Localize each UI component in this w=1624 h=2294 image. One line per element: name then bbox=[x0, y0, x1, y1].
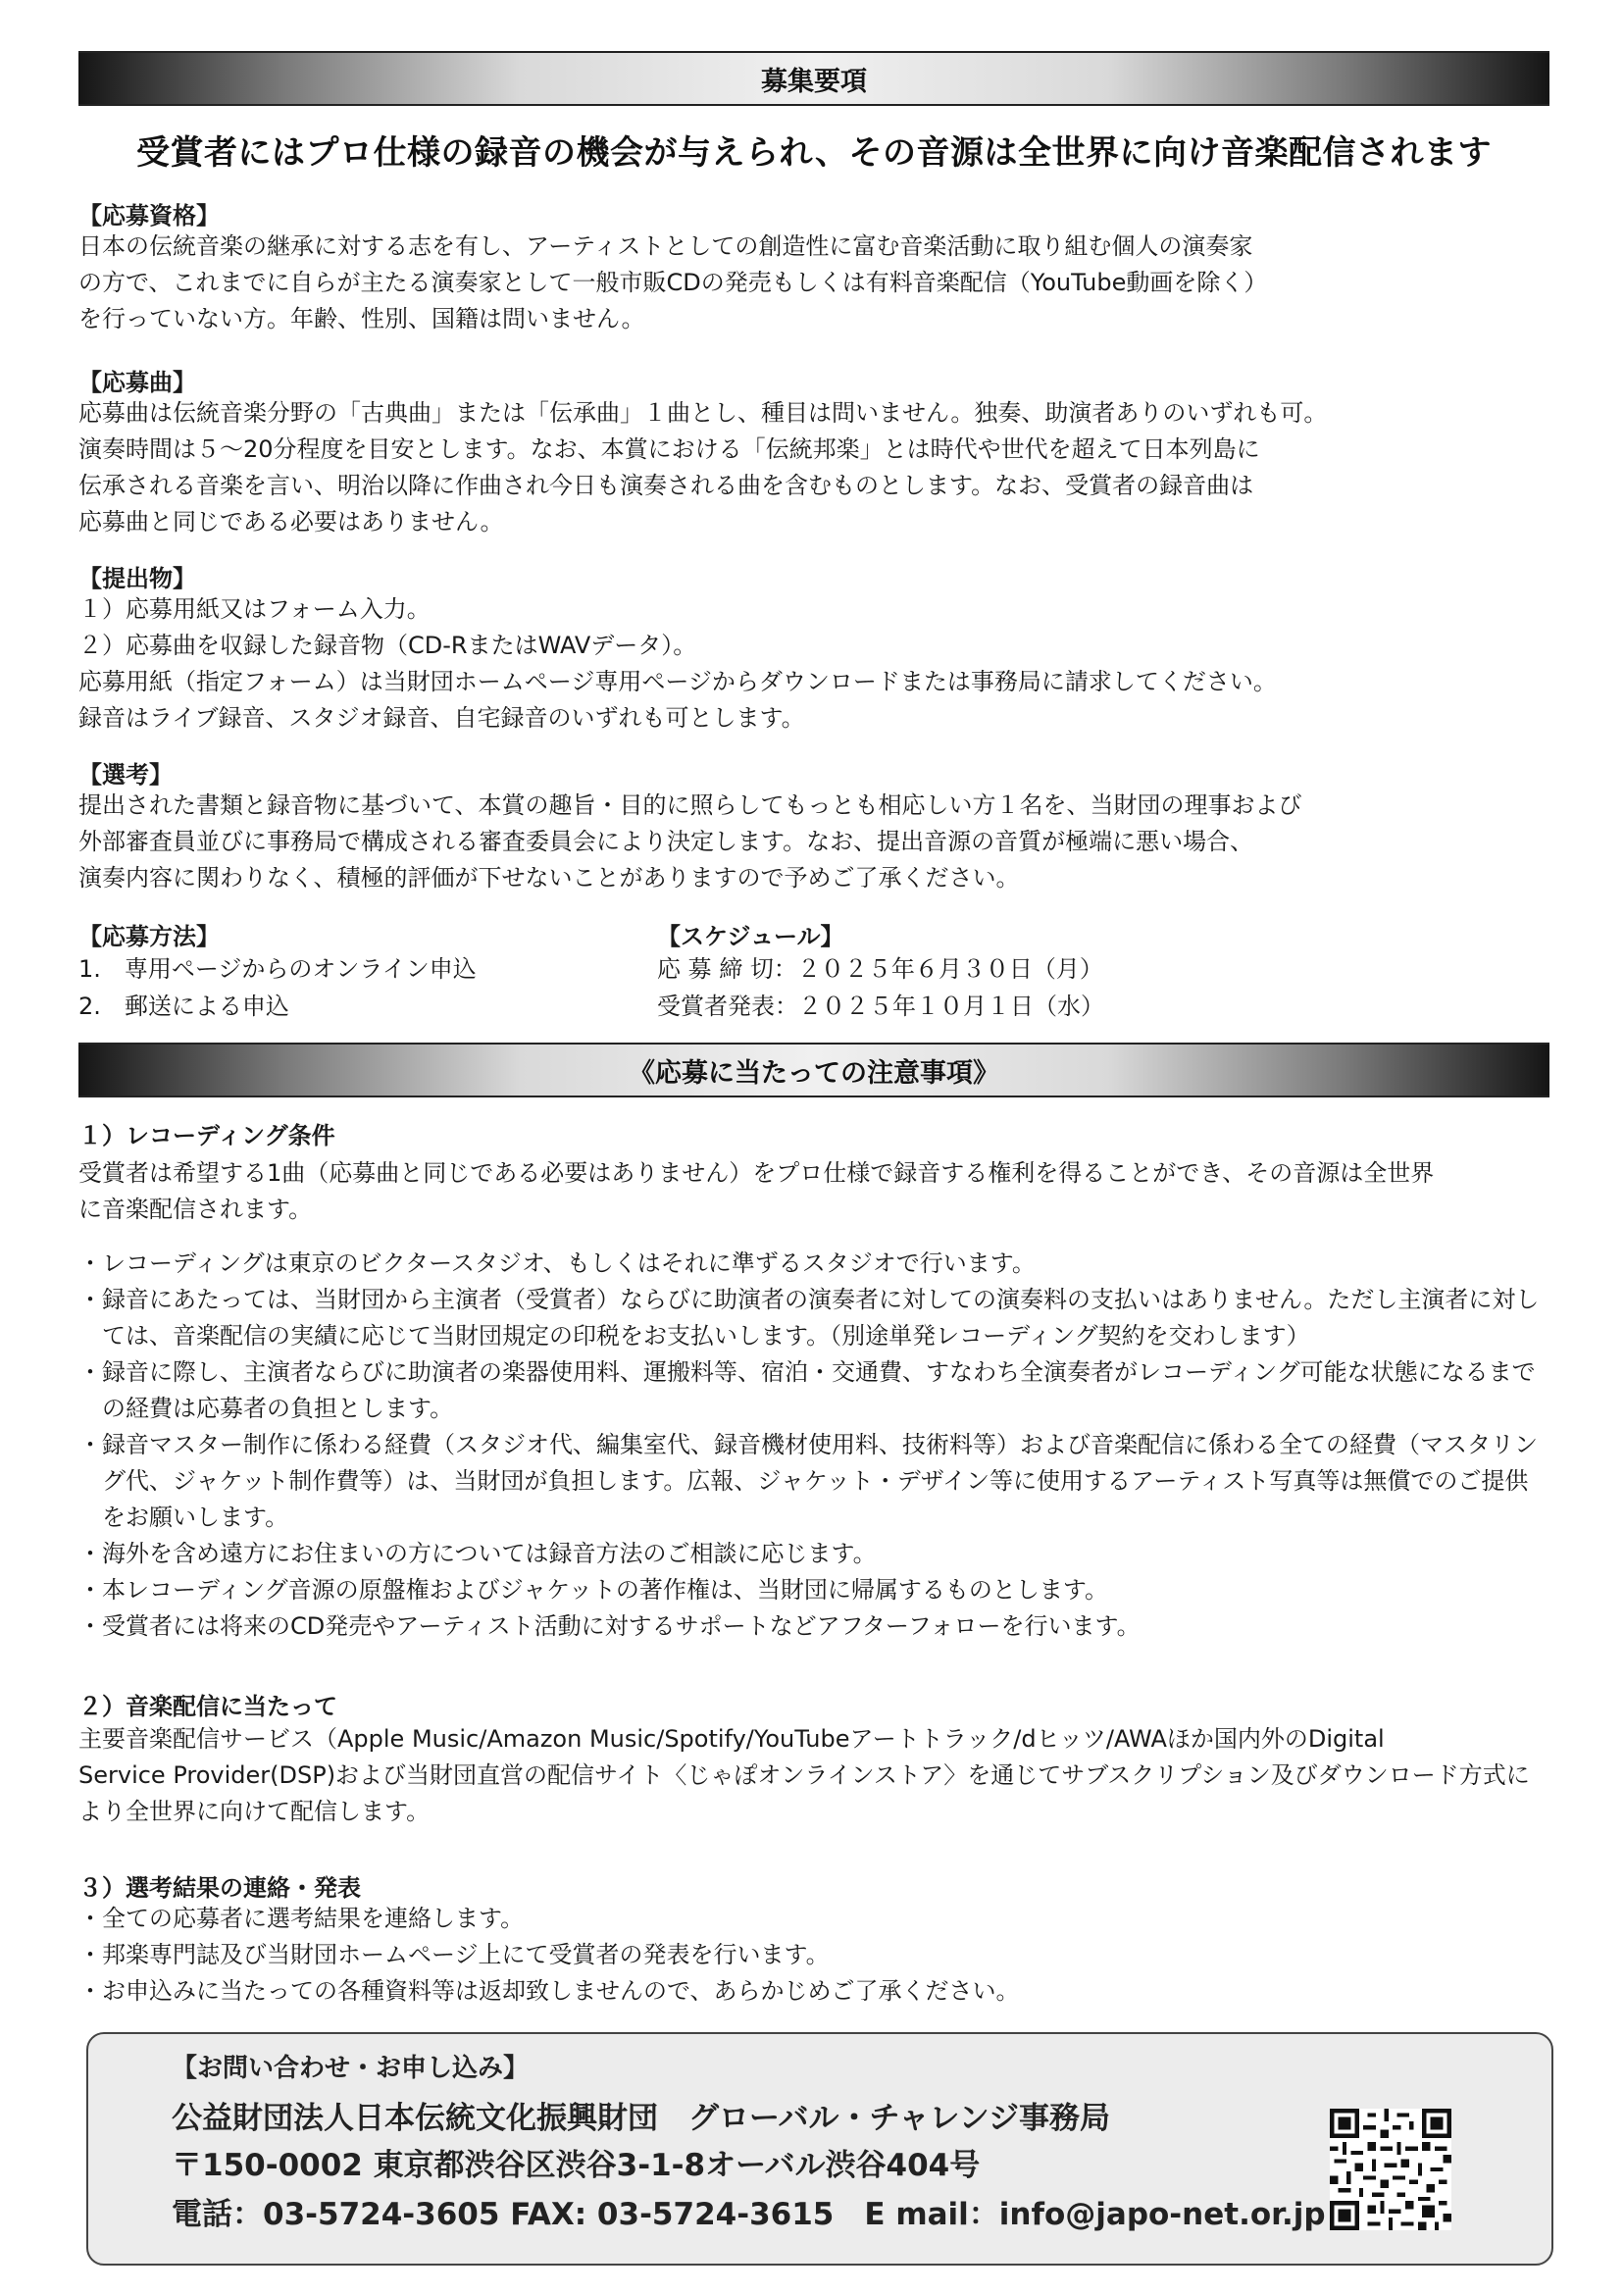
list-item: ・お申込みに当たっての各種資料等は返却致しませんので、あらかじめご了承ください。 bbox=[78, 1977, 1020, 2005]
notes-title-bar bbox=[78, 1043, 1549, 1097]
piece-text: 応募曲は伝統音楽分野の「古典曲」または「伝承曲」１曲とし、種目は問いません。独奏、助演者ありのいずれも可。 演奏時間は５～20分程度を目安とします。なお、本賞における「伝統邦楽」とは時代や世代を超えて日本列島に 伝承される音楽を言い、明治以降に作曲され今日も演奏される曲を含むものとします。なお、受賞者の録音曲は 応募曲と同じである必要はありません。 bbox=[78, 399, 1328, 535]
list-item: ・全ての応募者に選考結果を連絡します。 bbox=[78, 1905, 525, 1932]
selection-label: 【選考】 bbox=[78, 761, 173, 789]
contact-phone: 電話：03-5724-3605 FAX: 03-5724-3615 E mail：info@japo-net.or.jp bbox=[172, 2197, 1326, 2232]
eligibility-text: 日本の伝統音楽の継承に対する志を有し、アーティストとしての創造性に富む音楽活動に取り組む個人の演奏家 の方で、これまでに自らが主たる演奏家として一般市販CDの発売もしくは有料音楽配信（YouTube動画を除く） を行っていない方。年齢、性別、国籍は問いません。 bbox=[78, 232, 1268, 332]
submission-label: 【提出物】 bbox=[78, 565, 196, 592]
contact-address: 〒150-0002 東京都渋谷区渋谷3-1-8オーバル渋谷404号 bbox=[172, 2148, 981, 2183]
list-item: 受賞者発表：２０２５年１０月１日（水） bbox=[657, 993, 1104, 1020]
list-item: 2. 郵送による申込 bbox=[78, 993, 289, 1020]
distribution-text: 主要音楽配信サービス（Apple Music/Amazon Music/Spotify/YouTubeアートトラック/dヒッツ/AWAほか国内外のDigital Service Provider(DSP)および当財団直営の配信サイト〈じゃぽオンラインストア〉を通じてサブスクリプション及びダウンロード方式に より全世界に向けて配信します。 bbox=[78, 1725, 1530, 1825]
contact-label: 【お問い合わせ・お申し込み】 bbox=[172, 2054, 530, 2083]
qr-code-icon[interactable] bbox=[1330, 2109, 1451, 2230]
recording-intro: 受賞者は希望する1曲（応募曲と同じである必要はありません）をプロ仕様で録音する権利を得ることができ、その音源は全世界 に音楽配信されます。 bbox=[78, 1159, 1435, 1223]
method-list bbox=[78, 950, 477, 1025]
submission-text: １）応募用紙又はフォーム入力。 ２）応募曲を収録した録音物（CD-RまたはWAVデータ）。 応募用紙（指定フォーム）は当財団ホームページ専用ページからダウンロードまたは事務局に請求してください。 録音はライブ録音、スタジオ録音、自宅録音のいずれも可とします。 bbox=[78, 595, 1277, 732]
list-item: ・本レコーディング音源の原盤権およびジャケットの著作権は、当財団に帰属するものとします。 bbox=[78, 1576, 1108, 1604]
list-item: ・録音にあたっては、当財団から主演者（受賞者）ならびに助演者の演奏者に対しての演奏料の支払いはありません。ただし主演者に対しては、音楽配信の実績に応じて当財団規定の印税をお支払いします。（別途単発レコーディング契約を交わします） bbox=[78, 1286, 1540, 1350]
schedule-label: 【スケジュール】 bbox=[657, 923, 844, 950]
list-item: ・海外を含め遠方にお住まいの方については録音方法のご相談に応じます。 bbox=[78, 1540, 877, 1567]
list-item: ・受賞者には将来のCD発売やアーティスト活動に対するサポートなどアフターフォローを行います。 bbox=[78, 1612, 1141, 1640]
headline: 受賞者にはプロ仕様の録音の機会が与えられ、その音源は全世界に向け音楽配信されます bbox=[135, 133, 1493, 173]
selection-text: 提出された書類と録音物に基づいて、本賞の趣旨・目的に照らしてもっとも相応しい方１名を、当財団の理事および 外部審査員並びに事務局で構成される審査委員会により決定します。なお、提出音源の音質が極端に悪い場合、 演奏内容に関わりなく、積極的評価が下せないことがありますので予めご了承ください。 bbox=[78, 791, 1302, 892]
list-item: ・録音に際し、主演者ならびに助演者の楽器使用料、運搬料等、宿泊・交通費、すなわち全演奏者がレコーディング可能な状態になるまでの経費は応募者の負担とします。 bbox=[78, 1358, 1536, 1422]
distribution-heading: ２）音楽配信に当たって bbox=[78, 1693, 337, 1720]
list-item: ・録音マスター制作に係わる経費（スタジオ代、編集室代、録音機材使用料、技術料等）および音楽配信に係わる全ての経費（マスタリング代、ジャケット制作費等）は、当財団が負担します。広報、ジャケット・デザイン等に使用するアーティスト写真等は無償でのご提供をお願いします。 bbox=[78, 1431, 1538, 1531]
list-item: ・邦楽専門誌及び当財団ホームページ上にて受賞者の発表を行います。 bbox=[78, 1941, 830, 1968]
eligibility-label: 【応募資格】 bbox=[78, 202, 220, 229]
list-item: 応 募 締 切：２０２５年６月３０日（月） bbox=[657, 955, 1103, 983]
schedule-list bbox=[657, 950, 1104, 1025]
recording-heading: １）レコーディング条件 bbox=[78, 1122, 335, 1149]
list-item: 1. 専用ページからのオンライン申込 bbox=[78, 955, 477, 983]
list-item: ・レコーディングは東京のビクタースタジオ、もしくはそれに準ずるスタジオで行います。 bbox=[78, 1249, 1036, 1277]
piece-label: 【応募曲】 bbox=[78, 369, 196, 396]
results-bullets bbox=[78, 1901, 1549, 2010]
contact-box bbox=[86, 2032, 1553, 2266]
page-title: 募集要項 bbox=[761, 66, 867, 97]
notes-title: 《応募に当たっての注意事項》 bbox=[629, 1057, 999, 1089]
method-label: 【応募方法】 bbox=[78, 923, 220, 950]
contact-org: 公益財団法人日本伝統文化振興財団 グローバル・チャレンジ事務局 bbox=[172, 2101, 1110, 2136]
title-bar bbox=[78, 51, 1549, 106]
results-heading: ３）選考結果の連絡・発表 bbox=[78, 1874, 361, 1902]
recording-bullets bbox=[78, 1246, 1549, 1645]
